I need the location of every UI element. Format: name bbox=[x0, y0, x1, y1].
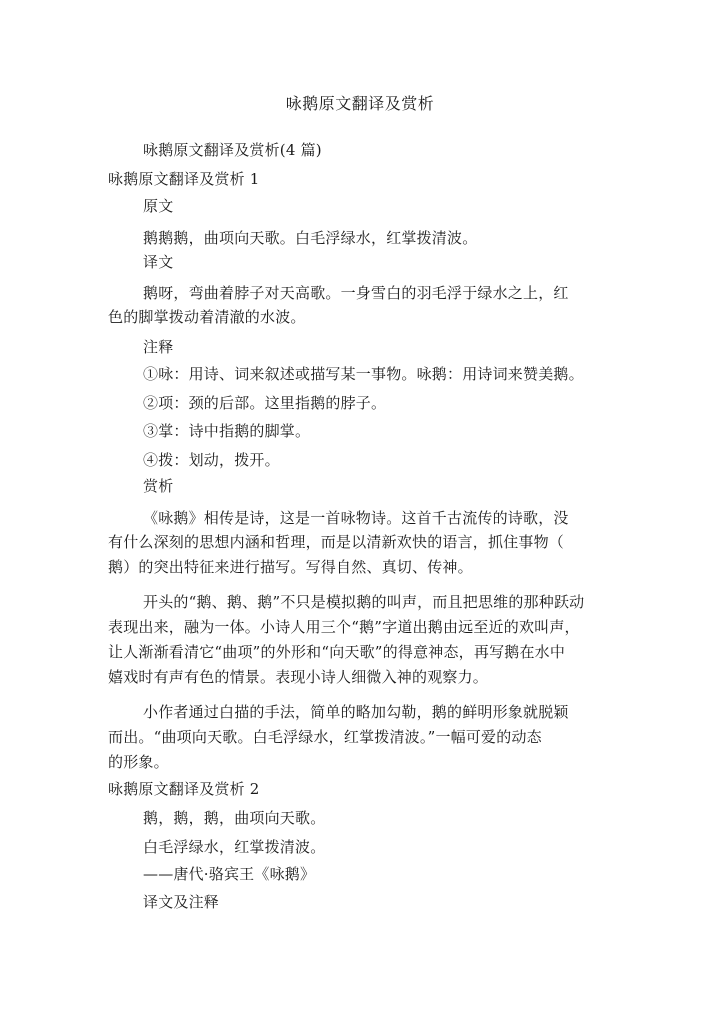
note-item: ②项：颈的后部。这里指鹅的脖子。 bbox=[143, 394, 387, 412]
original-text: 鹅鹅鹅，曲项向天歌。白毛浮绿水，红掌拨清波。 bbox=[143, 229, 478, 247]
paragraph-line: 让人渐渐看清它“曲项”的外形和“向天歌”的得意神态，再写鹅在水中 bbox=[108, 643, 566, 661]
section-heading-1: 咏鹅原文翻译及赏析 1 bbox=[108, 170, 260, 188]
paragraph-line: 表现出来，融为一体。小诗人用三个“鹅”字道出鹅由远至近的欢叫声， bbox=[108, 618, 580, 636]
note-item: ④拨：划动，拨开。 bbox=[143, 451, 280, 469]
paragraph-line: 的形象。 bbox=[108, 753, 169, 771]
poem-line: 鹅，鹅，鹅，曲项向天歌。 bbox=[143, 809, 326, 827]
appreciation-label: 赏析 bbox=[143, 477, 174, 495]
paragraph-line: 嬉戏时有声有色的情景。表现小诗人细微入神的观察力。 bbox=[108, 668, 489, 686]
document-title: 咏鹅原文翻译及赏析 bbox=[285, 94, 435, 113]
notes-label: 注释 bbox=[143, 338, 174, 356]
translation-line: 色的脚掌拨动着清澈的水波。 bbox=[108, 308, 306, 326]
paragraph-line: 小作者通过白描的手法，简单的略加勾勒，鹅的鲜明形象就脱颖 bbox=[143, 703, 569, 721]
paragraph-line: 而出。“曲项向天歌。白毛浮绿水，红掌拨清波。”一幅可爱的动态 bbox=[108, 728, 542, 746]
translation-notes-label: 译文及注释 bbox=[143, 893, 220, 911]
paragraph-line: 有什么深刻的思想内涵和哲理，而是以清新欢快的语言，抓住事物（ bbox=[108, 533, 565, 551]
note-item: ①咏：用诗、词来叙述或描写某一事物。咏鹅：用诗词来赞美鹅。 bbox=[143, 365, 584, 383]
poem-line: 白毛浮绿水，红掌拨清波。 bbox=[143, 838, 326, 856]
paragraph-line: 鹅）的突出特征来进行描写。写得自然、真切、传神。 bbox=[108, 558, 473, 576]
section-heading-2: 咏鹅原文翻译及赏析 2 bbox=[108, 780, 260, 798]
poem-attribution: ——唐代·骆宾王《咏鹅》 bbox=[143, 865, 316, 883]
document-subtitle: 咏鹅原文翻译及赏析(4 篇) bbox=[143, 141, 322, 159]
translation-line: 鹅呀，弯曲着脖子对天高歌。一身雪白的羽毛浮于绿水之上，红 bbox=[143, 284, 569, 302]
paragraph-line: 开头的“鹅、鹅、鹅”不只是模拟鹅的叫声，而且把思维的那种跃动 bbox=[143, 593, 585, 611]
translation-label: 译文 bbox=[143, 253, 174, 271]
paragraph-line: 《咏鹅》相传是诗，这是一首咏物诗。这首千古流传的诗歌，没 bbox=[143, 509, 569, 527]
note-item: ③掌：诗中指鹅的脚掌。 bbox=[143, 422, 311, 440]
original-label: 原文 bbox=[143, 197, 174, 215]
